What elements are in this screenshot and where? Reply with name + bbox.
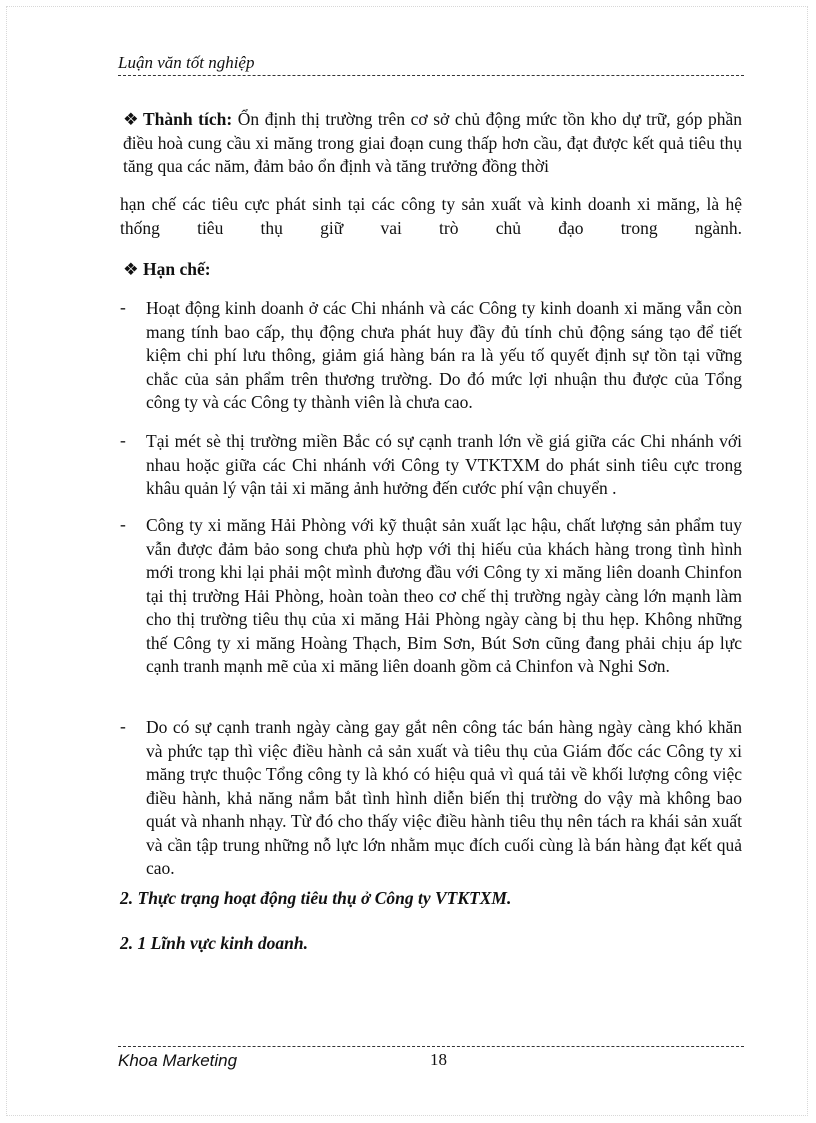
limitation-item: Do có sự cạnh tranh ngày càng gay gắt nên công tác bán hàng ngày càng khó khăn và phức tạp thì việc điều hành cả sản xuất và tiêu thụ của Giám đốc các Công ty xi măng trực thuộc Tổng công ty là khó có hiệu quả vì quá tải về khối lượng công việc điều hành, khả năng nắm bắt tình hình diễn biến thị trường do vậy mà không bao quát và nhanh nhạy. Từ đó cho thấy việc điều hành tiêu thụ nên tách ra khái sản xuất và cần tập trung những nỗ lực lớn nhằm mục đích cuối cùng là bán hàng đạt kết quả cao. xyxy=(146,717,742,878)
achievements-label: Thành tích: xyxy=(143,109,233,129)
diamond-bullet-icon: ❖ xyxy=(123,109,139,129)
list-dash: - xyxy=(120,514,126,534)
section-heading-2-1: 2. 1 Lĩnh vực kinh doanh. xyxy=(120,933,308,953)
limitation-item: Hoạt động kinh doanh ở các Chi nhánh và các Công ty kinh doanh xi măng vẫn còn mang tính bao cấp, thụ động chưa phát huy đầy đủ tính chủ động sáng tạo để tiết kiệm chi phí lưu thông, giảm giá hàng bán ra là yếu tố quyết định sự tồn tại vững chắc của sản phẩm trên thương trường. Do đó mức lợi nhuận thu được của Tổng công ty và các Công ty thành viên là chưa cao. xyxy=(146,298,742,412)
footer-faculty: Khoa Marketing xyxy=(118,1051,238,1070)
limitations-label: Hạn chế: xyxy=(143,259,211,279)
achievements-continuation: hạn chế các tiêu cực phát sinh tại các công ty sản xuất và kinh doanh xi măng, là hệ thống tiêu thụ giữ vai trò chủ đạo trong ngành. xyxy=(120,194,742,238)
achievements-text: Ổn định thị trường trên cơ sở chủ động mức tồn kho dự trữ, góp phần điều hoà cung cầu xi măng trong giai đoạn cung thấp hơn cầu, đạt được kết quả tiêu thụ tăng qua các năm, đảm bảo ổn định và tăng trưởng đồng thời xyxy=(123,109,743,176)
limitation-item: Công ty xi măng Hải Phòng với kỹ thuật sản xuất lạc hậu, chất lượng sản phẩm tuy vẫn được đảm bảo song chưa phù hợp với thị hiếu của khách hàng trong tình hình mới trong khi lại phải một mình đương đầu với Công ty xi măng liên doanh Chinfon tại thị trường Hải Phòng, hoàn toàn theo cơ chế thị trường ngày càng lớn mạnh làm cho thị trường tiêu thụ của xi măng Hải Phòng ngày càng bị thu hẹp. Không những thế Công ty xi măng Hoàng Thạch, Bỉm Sơn, Bút Sơn cũng đang phải chịu áp lực cạnh tranh mạnh mẽ của xi măng liên doanh gồm cả Chinfon và Nghi Sơn. xyxy=(146,515,742,676)
limitations-heading xyxy=(123,258,211,282)
running-header: Luận văn tốt nghiệp xyxy=(118,53,255,72)
section-heading-2: 2. Thực trạng hoạt động tiêu thụ ở Công ty VTKTXM. xyxy=(120,888,512,908)
achievements-paragraph xyxy=(123,108,742,179)
page-number: 18 xyxy=(430,1050,447,1069)
header-rule xyxy=(118,75,744,76)
diamond-bullet-icon: ❖ xyxy=(123,259,139,279)
list-dash: - xyxy=(120,297,126,317)
limitation-item: Tại mét sè thị trường miền Bắc có sự cạnh tranh lớn về giá giữa các Chi nhánh với nhau hoặc giữa các Chi nhánh với Công ty VTKTXM do phát sinh tiêu cực trong khâu quản lý vận tải xi măng ảnh hưởng đến cước phí vận chuyển . xyxy=(146,431,742,498)
list-dash: - xyxy=(120,716,126,736)
list-dash: - xyxy=(120,430,126,450)
footer-rule xyxy=(118,1046,744,1047)
